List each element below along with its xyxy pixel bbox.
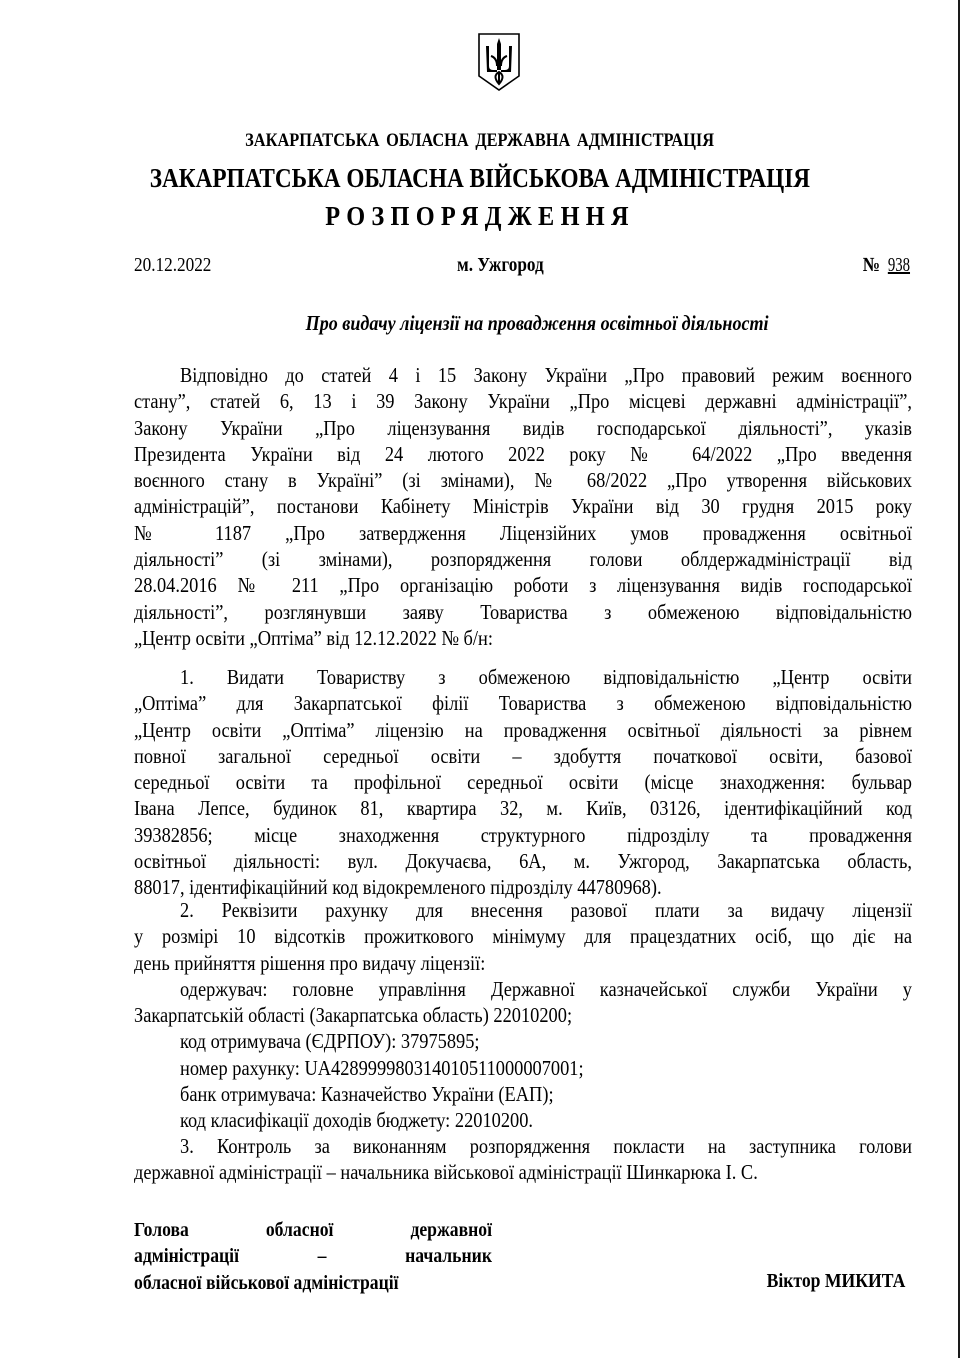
- text-line: Президента України від 24 лютого 2022 року № 64/2022 „Про введення: [134, 441, 912, 466]
- text-line: код отримувача (ЄДРПОУ): 37975895;: [180, 1029, 480, 1054]
- text-line: воєнного стану в Україні” (зі змінами), № 68/2022 „Про утворення військових: [134, 468, 912, 493]
- document-city: м. Ужгород: [456, 254, 544, 276]
- text-line: Івана Лепсе, будинок 81, квартира 32, м. Київ, 03126, ідентифікаційний код: [134, 796, 912, 821]
- text-line: Закарпатській області (Закарпатська область) 22010200;: [134, 1003, 573, 1028]
- text-line: Закону України „Про ліцензування видів господарської діяльності”, указів: [134, 415, 912, 440]
- signatory-name: Віктор МИКИТА: [766, 1270, 905, 1292]
- text-line: номер рахунку: UA428999980314010511000007001;: [180, 1055, 584, 1080]
- text-line: освітньої діяльності: вул. Докучаєва, 6А, м. Ужгород, Закарпатська область,: [134, 849, 912, 874]
- text-line: у розмірі 10 відсотків прожиткового мінімуму для працездатних осіб, що діє на: [134, 924, 912, 949]
- text-line: адміністрацій”, постанови Кабінету Міністрів України від 30 грудня 2015 року: [134, 494, 912, 519]
- number-prefix: №: [862, 254, 880, 276]
- signature-title-line: Голова обласної державної: [134, 1219, 492, 1241]
- signature-title-block: [134, 1217, 494, 1296]
- text-line: № 1187 „Про затвердження Ліцензійних умов провадження освітньої: [134, 520, 912, 545]
- text-line: Відповідно до статей 4 і 15 Закону України „Про правовий режим воєнного: [180, 363, 912, 387]
- org-name-state-administration: ЗАКАРПАТСЬКА ОБЛАСНА ДЕРЖАВНА АДМІНІСТРАЦІЯ: [245, 130, 715, 151]
- text-line: 3. Контроль за виконанням розпорядження покласти на заступника голови: [180, 1134, 912, 1158]
- text-line: 2. Реквізити рахунку для внесення разової плати за видачу ліцензії: [180, 898, 912, 922]
- text-line: день прийняття рішення про видачу ліцензії:: [134, 950, 486, 975]
- text-line: банк отримувача: Казначейство України (ЕАП);: [180, 1082, 554, 1107]
- text-line: діяльності” (зі змінами), розпорядження голови облдержадміністрації від: [134, 547, 912, 572]
- preamble-paragraph: [134, 362, 912, 651]
- number-value: 938: [887, 254, 910, 276]
- text-line: 1. Видати Товариству з обмеженою відповідальністю „Центр освіти: [180, 665, 912, 689]
- text-line: стану”, статей 6, 13 і 39 Закону України „Про місцеві державні адміністрації”,: [134, 389, 912, 414]
- text-line: повної загальної середньої освіти – здобуття початкової освіти, базової: [134, 743, 912, 768]
- text-line: діяльності”, розглянувши заяву Товариства з обмеженою відповідальністю: [134, 599, 912, 624]
- item-1-paragraph: [134, 664, 912, 901]
- text-line: 88017, ідентифікаційний код відокремленого підрозділу 44780968).: [134, 875, 662, 900]
- text-line: 28.04.2016 № 211 „Про організацію роботи з ліцензування видів господарської: [134, 573, 912, 598]
- text-line: середньої освіти та профільної середньої освіти (місце знаходження: бульвар: [134, 770, 912, 795]
- text-line: державної адміністрації – начальника військової адміністрації Шинкарюка І. С.: [134, 1160, 758, 1185]
- org-name-military-administration: ЗАКАРПАТСЬКА ОБЛАСНА ВІЙСЬКОВА АДМІНІСТРАЦІЯ: [149, 163, 811, 193]
- text-line: „Центр освіти „Оптіма” від 12.12.2022 № б/н:: [134, 625, 493, 650]
- document-date: 20.12.2022: [134, 254, 212, 276]
- text-line: код класифікації доходів бюджету: 22010200.: [180, 1108, 534, 1133]
- signature-title-line: адміністрації – начальник: [134, 1245, 492, 1268]
- item-2-paragraph: [134, 897, 912, 1134]
- text-line: „Оптіма” для Закарпатської філії Товариства з обмеженою відповідальністю: [134, 691, 912, 716]
- document-subject: Про видачу ліцензії на провадження освітньої діяльності: [305, 311, 769, 335]
- signature-title-line: обласної військової адміністрації: [134, 1271, 399, 1294]
- document-number: [855, 254, 910, 277]
- text-line: 39382856; місце знаходження структурного підрозділу та провадження: [134, 822, 912, 847]
- text-line: „Центр освіти „Оптіма” ліцензію на провадження освітньої діяльності за рівнем: [134, 717, 912, 742]
- trident-coat-of-arms-icon: [477, 32, 521, 92]
- document-type-title: РОЗПОРЯДЖЕННЯ: [325, 201, 635, 231]
- item-3-paragraph: [134, 1133, 912, 1186]
- text-line: одержувач: головне управління Державної казначейської служби України у: [180, 976, 912, 1001]
